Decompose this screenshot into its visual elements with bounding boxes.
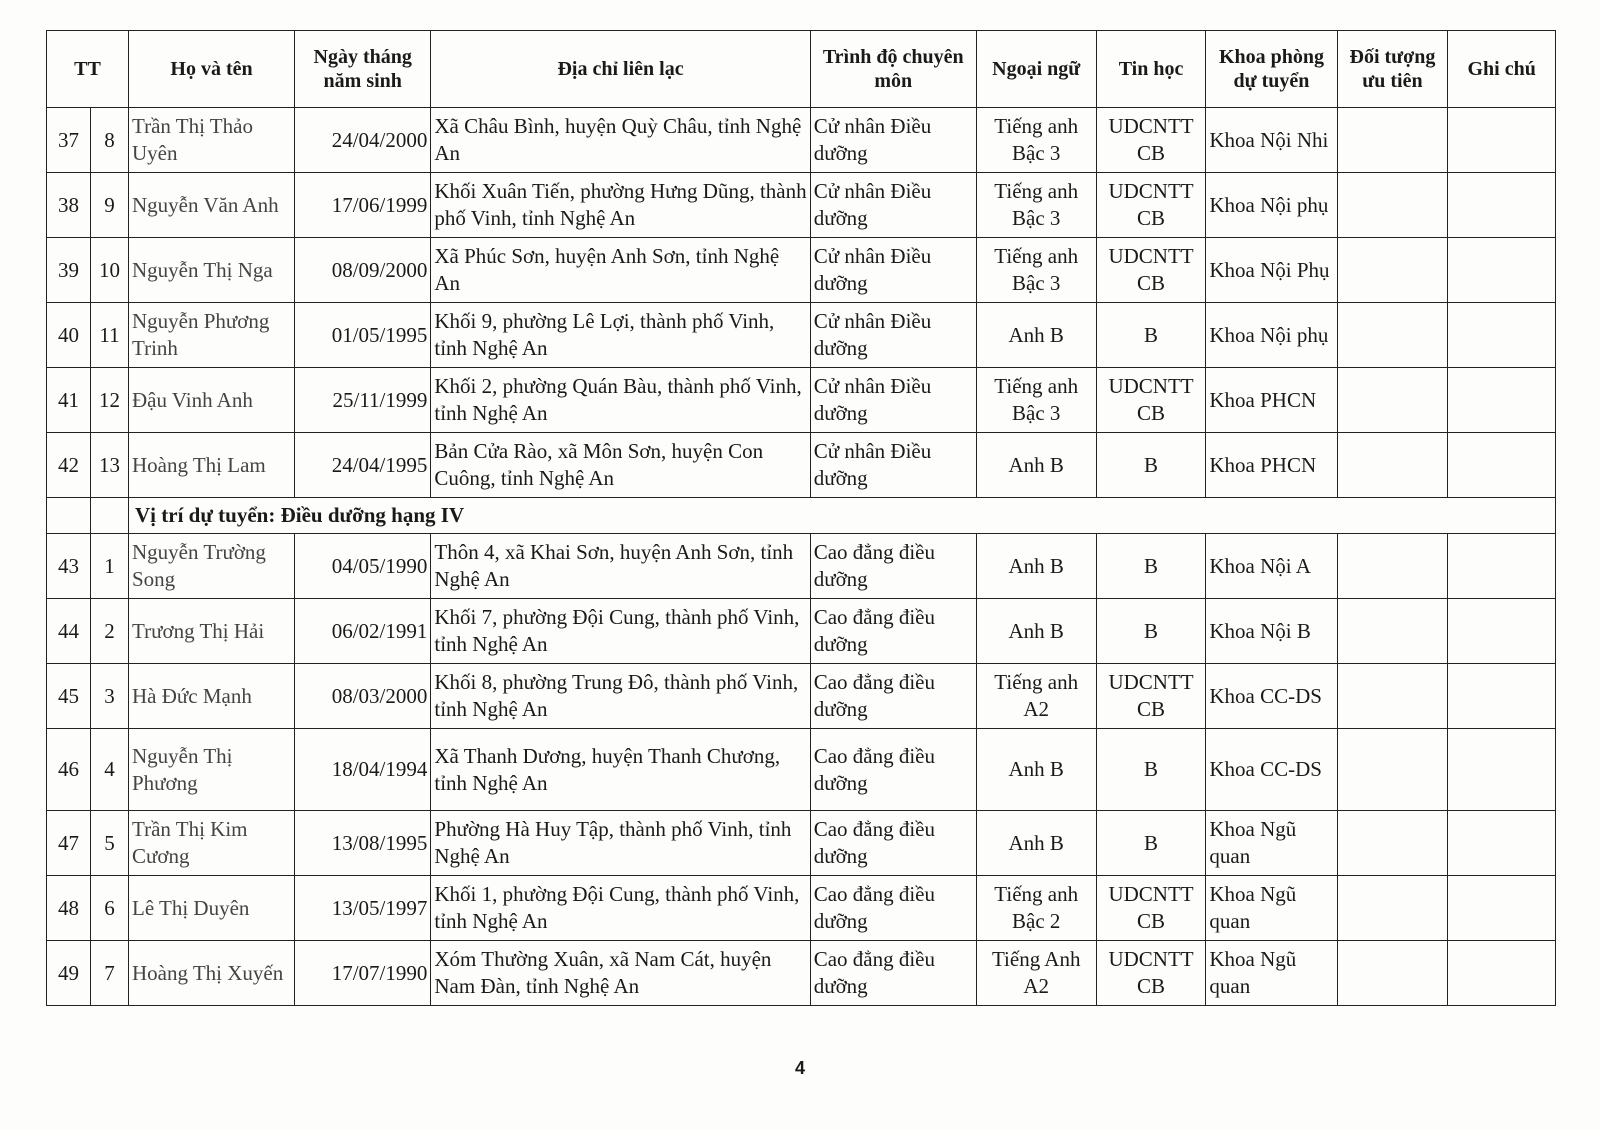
cell-qualification: Cao đẳng điều dưỡng xyxy=(810,941,976,1006)
cell-name: Đậu Vinh Anh xyxy=(129,368,295,433)
cell-sub-no: 13 xyxy=(91,433,129,498)
cell-address: Khối 9, phường Lê Lợi, thành phố Vinh, tỉnh Nghệ An xyxy=(431,303,810,368)
section-row xyxy=(47,498,1556,534)
cell-name: Hà Đức Mạnh xyxy=(129,664,295,729)
table-row xyxy=(47,811,1556,876)
cell-qualification: Cử nhân Điều dưỡng xyxy=(810,303,976,368)
cell-it: UDCNTT CB xyxy=(1096,238,1206,303)
header-note: Ghi chú xyxy=(1448,31,1556,108)
cell-address: Khối 7, phường Đội Cung, thành phố Vinh, tỉnh Nghệ An xyxy=(431,599,810,664)
cell-dob: 08/09/2000 xyxy=(295,238,431,303)
table-row xyxy=(47,534,1556,599)
cell-language: Anh B xyxy=(976,534,1096,599)
cell-no: 43 xyxy=(47,534,91,599)
cell-department: Khoa Ngũ quan xyxy=(1206,811,1337,876)
candidate-table xyxy=(46,30,1556,1006)
header-language: Ngoại ngữ xyxy=(976,31,1096,108)
cell-name: Nguyễn Thị Phương xyxy=(129,729,295,811)
cell-address: Xã Thanh Dương, huyện Thanh Chương, tỉnh Nghệ An xyxy=(431,729,810,811)
cell-qualification: Cao đẳng điều dưỡng xyxy=(810,599,976,664)
table-row xyxy=(47,876,1556,941)
cell-qualification: Cao đẳng điều dưỡng xyxy=(810,664,976,729)
cell-department: Khoa Ngũ quan xyxy=(1206,941,1337,1006)
table-row xyxy=(47,368,1556,433)
cell-priority xyxy=(1337,664,1448,729)
page-number: 4 xyxy=(794,1058,805,1078)
cell-name: Hoàng Thị Xuyến xyxy=(129,941,295,1006)
cell-priority xyxy=(1337,238,1448,303)
cell-dob: 13/05/1997 xyxy=(295,876,431,941)
cell-name: Trương Thị Hải xyxy=(129,599,295,664)
cell-it: UDCNTT CB xyxy=(1096,108,1206,173)
cell-department: Khoa Nội phụ xyxy=(1206,303,1337,368)
cell-department: Khoa Nội B xyxy=(1206,599,1337,664)
cell-qualification: Cử nhân Điều dưỡng xyxy=(810,108,976,173)
cell-department: Khoa Nội phụ xyxy=(1206,173,1337,238)
table-row xyxy=(47,303,1556,368)
header-tt: TT xyxy=(47,31,129,108)
cell-no: 48 xyxy=(47,876,91,941)
cell-sub-no: 6 xyxy=(91,876,129,941)
table-row xyxy=(47,433,1556,498)
cell-sub-no: 5 xyxy=(91,811,129,876)
cell-note xyxy=(1448,534,1556,599)
cell-department: Khoa CC-DS xyxy=(1206,664,1337,729)
cell-no: 39 xyxy=(47,238,91,303)
cell-priority xyxy=(1337,303,1448,368)
cell-department: Khoa PHCN xyxy=(1206,368,1337,433)
cell-priority xyxy=(1337,173,1448,238)
cell-note xyxy=(1448,238,1556,303)
cell-qualification: Cao đẳng điều dưỡng xyxy=(810,876,976,941)
cell-name: Hoàng Thị Lam xyxy=(129,433,295,498)
cell-dob: 06/02/1991 xyxy=(295,599,431,664)
cell-name: Nguyễn Văn Anh xyxy=(129,173,295,238)
cell-priority xyxy=(1337,368,1448,433)
cell-department: Khoa Ngũ quan xyxy=(1206,876,1337,941)
cell-note xyxy=(1448,108,1556,173)
cell-priority xyxy=(1337,433,1448,498)
cell-no: 46 xyxy=(47,729,91,811)
cell-language: Tiếng anh Bậc 3 xyxy=(976,238,1096,303)
cell-no: 45 xyxy=(47,664,91,729)
table-body-group-a xyxy=(47,108,1556,498)
cell-no: 42 xyxy=(47,433,91,498)
table-header-row xyxy=(47,31,1556,108)
cell-it: UDCNTT CB xyxy=(1096,664,1206,729)
cell-sub-no: 12 xyxy=(91,368,129,433)
cell-note xyxy=(1448,303,1556,368)
table-row xyxy=(47,108,1556,173)
cell-sub-no: 3 xyxy=(91,664,129,729)
cell-note xyxy=(1448,811,1556,876)
header-priority: Đối tượng ưu tiên xyxy=(1337,31,1448,108)
header-it: Tin học xyxy=(1096,31,1206,108)
cell-qualification: Cao đẳng điều dưỡng xyxy=(810,729,976,811)
cell-sub-no: 8 xyxy=(91,108,129,173)
cell-dob: 17/07/1990 xyxy=(295,941,431,1006)
cell-name: Trần Thị Thảo Uyên xyxy=(129,108,295,173)
cell-qualification: Cao đẳng điều dưỡng xyxy=(810,534,976,599)
cell-dob: 18/04/1994 xyxy=(295,729,431,811)
table-row xyxy=(47,664,1556,729)
cell-note xyxy=(1448,941,1556,1006)
cell-address: Khối Xuân Tiến, phường Hưng Dũng, thành phố Vinh, tỉnh Nghệ An xyxy=(431,173,810,238)
cell-it: B xyxy=(1096,534,1206,599)
cell-language: Tiếng anh Bậc 3 xyxy=(976,108,1096,173)
cell-department: Khoa Nội Phụ xyxy=(1206,238,1337,303)
cell-address: Bản Cửa Rào, xã Môn Sơn, huyện Con Cuông, tỉnh Nghệ An xyxy=(431,433,810,498)
cell-language: Tiếng anh Bậc 3 xyxy=(976,173,1096,238)
cell-dob: 01/05/1995 xyxy=(295,303,431,368)
cell-no: 40 xyxy=(47,303,91,368)
cell-dob: 24/04/1995 xyxy=(295,433,431,498)
cell-it: UDCNTT CB xyxy=(1096,876,1206,941)
cell-sub-no: 4 xyxy=(91,729,129,811)
cell-department: Khoa PHCN xyxy=(1206,433,1337,498)
table-row xyxy=(47,729,1556,811)
cell-dob: 24/04/2000 xyxy=(295,108,431,173)
cell-name: Trần Thị Kim Cương xyxy=(129,811,295,876)
cell-dob: 17/06/1999 xyxy=(295,173,431,238)
cell-name: Nguyễn Thị Nga xyxy=(129,238,295,303)
table-body-group-b xyxy=(47,534,1556,1006)
cell-address: Thôn 4, xã Khai Sơn, huyện Anh Sơn, tỉnh Nghệ An xyxy=(431,534,810,599)
cell-language: Anh B xyxy=(976,599,1096,664)
cell-note xyxy=(1448,876,1556,941)
cell-sub-no: 2 xyxy=(91,599,129,664)
cell-note xyxy=(1448,599,1556,664)
cell-sub-no: 1 xyxy=(91,534,129,599)
cell-it: UDCNTT CB xyxy=(1096,941,1206,1006)
cell-priority xyxy=(1337,108,1448,173)
cell-address: Khối 8, phường Trung Đô, thành phố Vinh, tỉnh Nghệ An xyxy=(431,664,810,729)
cell-note xyxy=(1448,433,1556,498)
cell-address: Khối 1, phường Đội Cung, thành phố Vinh, tỉnh Nghệ An xyxy=(431,876,810,941)
cell-priority xyxy=(1337,811,1448,876)
cell-department: Khoa CC-DS xyxy=(1206,729,1337,811)
cell-no: 37 xyxy=(47,108,91,173)
cell-language: Anh B xyxy=(976,433,1096,498)
cell-it: B xyxy=(1096,599,1206,664)
cell-dob: 25/11/1999 xyxy=(295,368,431,433)
cell-priority xyxy=(1337,729,1448,811)
cell-dob: 13/08/1995 xyxy=(295,811,431,876)
table-body-section xyxy=(47,498,1556,534)
cell-note xyxy=(1448,664,1556,729)
cell-address: Xóm Thường Xuân, xã Nam Cát, huyện Nam Đàn, tỉnh Nghệ An xyxy=(431,941,810,1006)
candidate-table-sheet xyxy=(46,30,1556,1006)
cell-name: Nguyễn Phương Trinh xyxy=(129,303,295,368)
cell-language: Tiếng Anh A2 xyxy=(976,941,1096,1006)
header-department: Khoa phòng dự tuyển xyxy=(1206,31,1337,108)
cell-note xyxy=(1448,368,1556,433)
cell-address: Phường Hà Huy Tập, thành phố Vinh, tỉnh Nghệ An xyxy=(431,811,810,876)
cell-name: Nguyễn Trường Song xyxy=(129,534,295,599)
cell-language: Tiếng anh Bậc 2 xyxy=(976,876,1096,941)
cell-priority xyxy=(1337,876,1448,941)
cell-department: Khoa Nội Nhi xyxy=(1206,108,1337,173)
cell-dob: 04/05/1990 xyxy=(295,534,431,599)
cell-no: 49 xyxy=(47,941,91,1006)
cell-priority xyxy=(1337,941,1448,1006)
cell-language: Tiếng anh Bậc 3 xyxy=(976,368,1096,433)
cell-qualification: Cử nhân Điều dưỡng xyxy=(810,173,976,238)
cell-address: Xã Châu Bình, huyện Quỳ Châu, tỉnh Nghệ An xyxy=(431,108,810,173)
cell-sub-no: 11 xyxy=(91,303,129,368)
cell-sub-no: 7 xyxy=(91,941,129,1006)
cell-it: B xyxy=(1096,729,1206,811)
header-name: Họ và tên xyxy=(129,31,295,108)
header-qualification: Trình độ chuyên môn xyxy=(810,31,976,108)
cell-no: 47 xyxy=(47,811,91,876)
cell-language: Anh B xyxy=(976,811,1096,876)
cell-language: Anh B xyxy=(976,729,1096,811)
cell-language: Anh B xyxy=(976,303,1096,368)
cell-no: 38 xyxy=(47,173,91,238)
table-row xyxy=(47,238,1556,303)
cell-qualification: Cử nhân Điều dưỡng xyxy=(810,433,976,498)
cell-address: Xã Phúc Sơn, huyện Anh Sơn, tỉnh Nghệ An xyxy=(431,238,810,303)
cell-no: 41 xyxy=(47,368,91,433)
cell-sub-no: 9 xyxy=(91,173,129,238)
table-row xyxy=(47,941,1556,1006)
cell-note xyxy=(1448,173,1556,238)
section-blank-no xyxy=(47,498,91,534)
section-blank-sub xyxy=(91,498,129,534)
section-label: Vị trí dự tuyển: Điều dưỡng hạng IV xyxy=(129,498,1556,534)
table-row xyxy=(47,173,1556,238)
cell-department: Khoa Nội A xyxy=(1206,534,1337,599)
header-dob: Ngày tháng năm sinh xyxy=(295,31,431,108)
cell-it: UDCNTT CB xyxy=(1096,173,1206,238)
cell-it: B xyxy=(1096,303,1206,368)
cell-qualification: Cử nhân Điều dưỡng xyxy=(810,238,976,303)
cell-language: Tiếng anh A2 xyxy=(976,664,1096,729)
cell-no: 44 xyxy=(47,599,91,664)
cell-sub-no: 10 xyxy=(91,238,129,303)
cell-qualification: Cao đẳng điều dưỡng xyxy=(810,811,976,876)
cell-priority xyxy=(1337,534,1448,599)
cell-it: B xyxy=(1096,433,1206,498)
cell-dob: 08/03/2000 xyxy=(295,664,431,729)
cell-it: B xyxy=(1096,811,1206,876)
table-row xyxy=(47,599,1556,664)
cell-address: Khối 2, phường Quán Bàu, thành phố Vinh, tỉnh Nghệ An xyxy=(431,368,810,433)
cell-qualification: Cử nhân Điều dưỡng xyxy=(810,368,976,433)
cell-it: UDCNTT CB xyxy=(1096,368,1206,433)
cell-name: Lê Thị Duyên xyxy=(129,876,295,941)
header-address: Địa chỉ liên lạc xyxy=(431,31,810,108)
cell-priority xyxy=(1337,599,1448,664)
cell-note xyxy=(1448,729,1556,811)
